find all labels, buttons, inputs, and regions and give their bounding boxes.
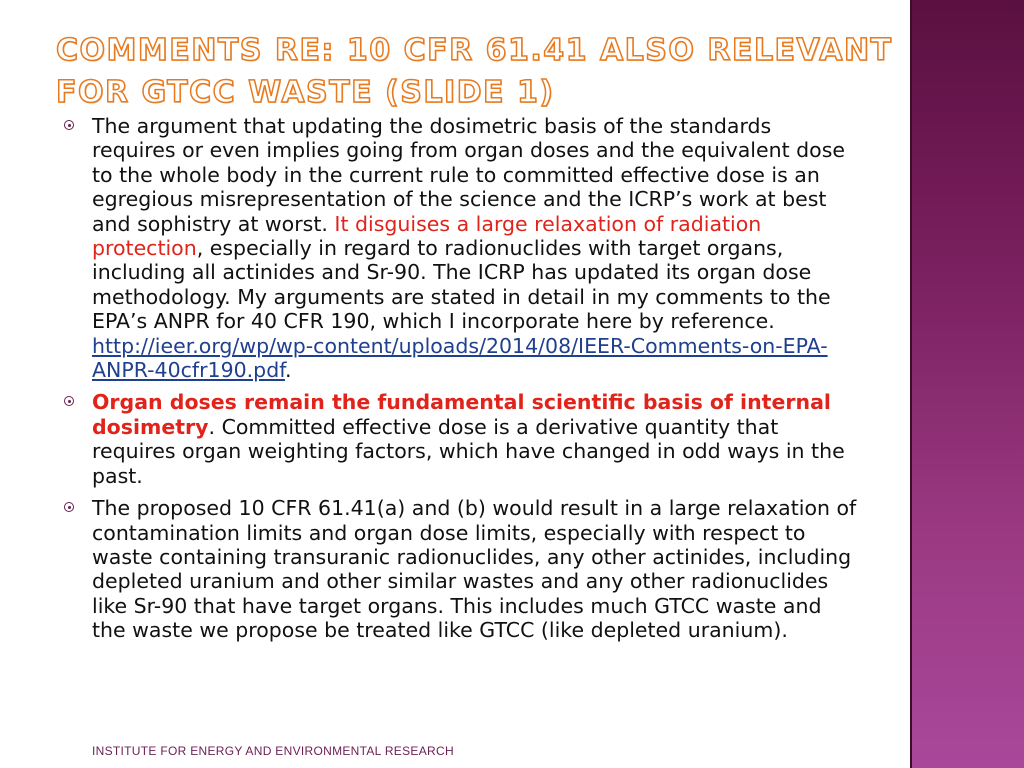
slide-title	[56, 30, 896, 114]
slide-title-line-2: FOR GTCC WASTE (SLIDE 1)	[56, 75, 555, 110]
bullet-list	[60, 114, 860, 643]
bullet-2-highlight: Organ doses remain the fundamental scientific basis of internal dosimetry	[92, 390, 831, 439]
bullet-item-3	[60, 496, 860, 642]
slide-body	[60, 114, 860, 651]
bullet-3-text: The proposed 10 CFR 61.41(a) and (b) would result in a large relaxation of contamination limits and organ dose limits, especially with respect to waste containing transuranic radionuclides, any other actinides, including depleted uranium and other similar wastes and any other radionuclides like Sr-90 that have target organs. This includes much GTCC waste and the waste we propose be treated like GTCC (like depleted uranium).	[92, 496, 857, 643]
bullet-1-text-b: , especially in regard to radionuclides with target organs, including all actinides and Sr-90. The ICRP has updated its organ dose methodology. My arguments are stated in detail in my comments to the EPA’s ANPR for 40 CFR 190, which I incorporate here by reference.	[92, 236, 831, 334]
circle-dot-bullet-icon	[64, 120, 74, 130]
bullet-1-text-a: The argument that updating the dosimetric basis of the standards requires or even implies going from organ doses and the equivalent dose to the whole body in the current rule to committed effective dose is an egregious misrepresentation of the science and the ICRP’s work at best and sophistry at worst.	[92, 114, 845, 236]
slide-title-line-1: COMMENTS RE: 10 CFR 61.41 ALSO RELEVANT	[56, 33, 893, 68]
decorative-sidebar	[912, 0, 1024, 768]
bullet-item-1	[60, 114, 860, 382]
bullet-item-2	[60, 390, 860, 488]
circle-dot-bullet-icon	[64, 502, 74, 512]
ieer-comments-link[interactable]: http://ieer.org/wp/wp-content/uploads/2014/08/IEER-Comments-on-EPA-ANPR-40cfr190.pdf	[92, 333, 828, 383]
bullet-2-text: . Committed effective dose is a derivative quantity that requires organ weighting factors, which have changed in odd ways in the past.	[92, 414, 845, 488]
footer-organization: INSTITUTE FOR ENERGY AND ENVIRONMENTAL RESEARCH	[92, 744, 454, 758]
circle-dot-bullet-icon	[64, 396, 74, 406]
bullet-1-highlight: It disguises a large relaxation of radiation protection	[92, 211, 762, 261]
bullet-1-text-c: .	[284, 358, 292, 383]
